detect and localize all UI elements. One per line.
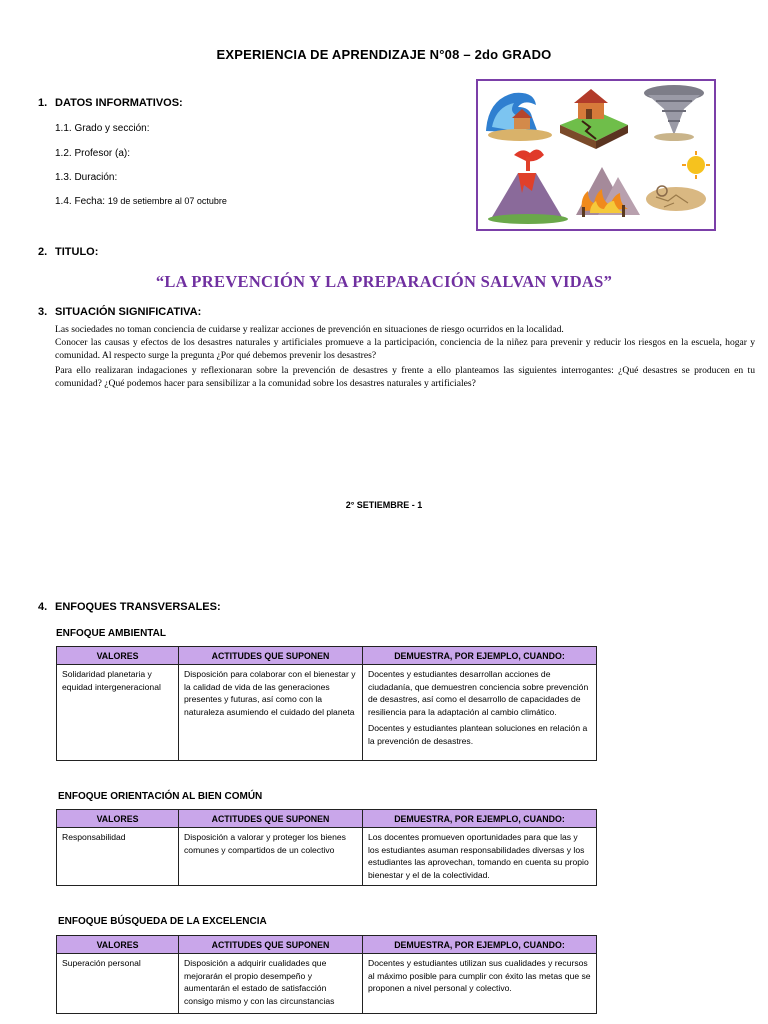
section-3-heading: 3. SITUACIÓN SIGNIFICATIVA: [38,306,202,318]
enfoque-title-ambiental: ENFOQUE AMBIENTAL [56,628,166,639]
demuestra-cell: Los docentes promueven oportunidades para que las y los estudiantes asuman responsabilidades diversas y los estudiantes las aprovechan, tomando en cuenta su propio bienestar y el de la colectividad. [363,828,597,886]
actitudes-cell: Disposición a adquirir cualidades que mejorarán el propio desempeño y aumentarán el estado de satisfacción consigo mismo y con las circunstancias [179,954,363,1014]
enfoque-table-excelencia [56,935,597,1014]
drought-icon [646,151,710,211]
section-2-heading: 2. TITULO: [38,246,99,258]
demuestra-cell: Docentes y estudiantes utilizan sus cualidades y recursos al máximo posible para cumplir con éxito las metas que se proponen a nivel personal y colectivo. [363,954,597,1014]
info-item-fecha: 1.4. Fecha: 19 de setiembre al 07 octubre [55,196,227,207]
disasters-illustration [476,79,716,231]
header-actitudes: ACTITUDES QUE SUPONEN [179,810,363,828]
section-4-heading: 4. ENFOQUES TRANSVERSALES: [38,601,221,613]
info-item-profesor: 1.2. Profesor (a): [55,148,131,159]
table-row [57,828,597,886]
header-actitudes: ACTITUDES QUE SUPONEN [179,647,363,665]
valores-cell: Solidaridad planetaria y equidad intergeneracional [57,665,179,761]
enfoque-table-ambiental [56,646,597,761]
actitudes-cell: Disposición para colaborar con el bienestar y la calidad de vida de las generaciones presentes y futuras, así como con la naturaleza asumiendo el cuidado del planeta [179,665,363,761]
tsunami-icon [486,93,552,141]
demuestra-cell: Docentes y estudiantes desarrollan acciones de ciudadanía, que demuestren conciencia sobre prevención de desastres, así como el desarrollo de capacidades de resiliencia para la adaptación al cambio climático. Docentes y estudiantes plantean soluciones en relación a la prevención de desastres. [363,665,597,761]
header-valores: VALORES [57,647,179,665]
main-title: “LA PREVENCIÓN Y LA PREPARACIÓN SALVAN VIDAS” [155,272,613,291]
header-valores: VALORES [57,810,179,828]
header-demuestra: DEMUESTRA, POR EJEMPLO, CUANDO: [363,647,597,665]
table-row [57,665,597,761]
wildfire-icon [576,167,640,217]
enfoque-title-excelencia: ENFOQUE BÚSQUEDA DE LA EXCELENCIA [58,916,267,927]
enfoque-table-bien-comun [56,809,597,886]
situation-paragraph-1: Las sociedades no toman conciencia de cuidarse y realizar acciones de prevención en situaciones de riesgo ocurridos en la localidad. [55,324,564,335]
valores-cell: Superación personal [57,954,179,1014]
valores-cell: Responsabilidad [57,828,179,886]
actitudes-cell: Disposición a valorar y proteger los bienes comunes y compartidos de un colectivo [179,828,363,886]
header-demuestra: DEMUESTRA, POR EJEMPLO, CUANDO: [363,936,597,954]
header-demuestra: DEMUESTRA, POR EJEMPLO, CUANDO: [363,810,597,828]
table-row [57,954,597,1014]
earthquake-icon [560,89,628,149]
situation-paragraph-2: Conocer las causas y efectos de los desastres naturales y artificiales promueve a la participación, conciencia de la niñez para prevenir y reducir los riesgos en la escuela, hogar y comunidad. Al respecto surge la pregunta ¿Por qué debemos prevenir los desastres? [55,337,755,361]
date-mark: 2° SETIEMBRE - 1 [345,500,423,510]
volcano-icon [488,149,568,224]
info-item-duracion: 1.3. Duración: [55,172,118,183]
tornado-icon [644,85,704,141]
enfoque-title-bien-comun: ENFOQUE ORIENTACIÓN AL BIEN COMÚN [58,791,263,802]
document-title: EXPERIENCIA DE APRENDIZAJE N°08 – 2do GRADO [216,47,552,62]
header-actitudes: ACTITUDES QUE SUPONEN [179,936,363,954]
section-1-heading: 1. DATOS INFORMATIVOS: [38,97,183,109]
info-item-grado: 1.1. Grado y sección: [55,123,150,134]
situation-paragraph-3: Para ello realizaran indagaciones y reflexionaran sobre la prevención de desastres y frente a ello planteamos las siguientes interrogantes: ¿Qué desastres se producen en tu comunidad? ¿Qué podemos hacer para sensibilizar a la comunidad sobre los desastres naturales y artificiales? [55,365,755,389]
header-valores: VALORES [57,936,179,954]
